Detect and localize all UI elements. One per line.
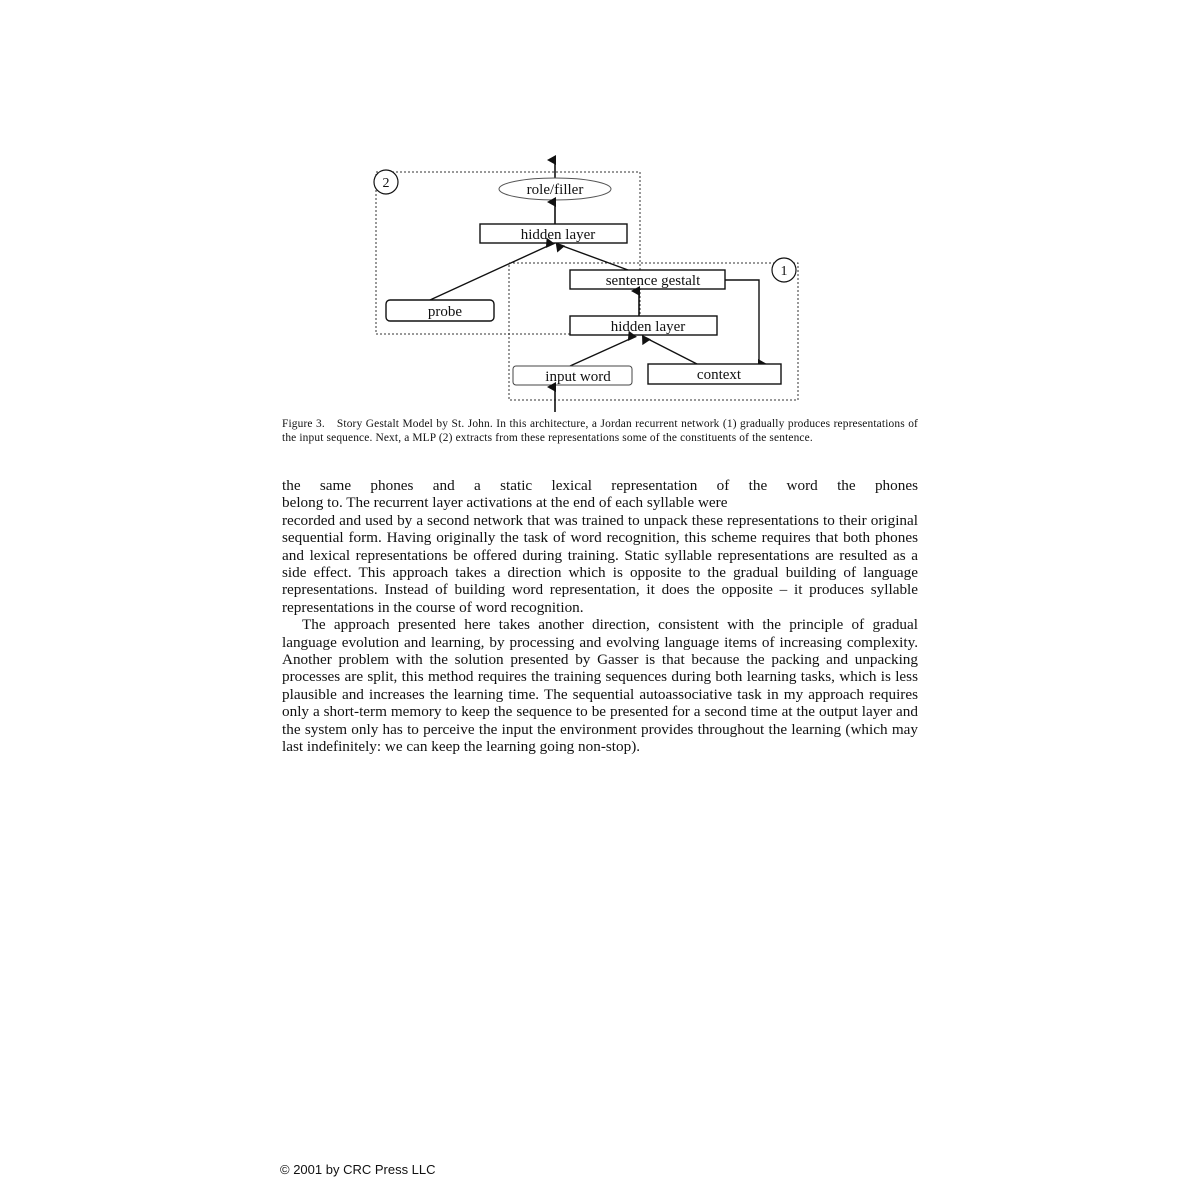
feedback-line [725,280,759,364]
figure-diagram [360,150,820,415]
caption-label: Figure 3. [282,418,325,430]
arrow-input-to-hidden [570,338,632,366]
probe-label: probe [427,304,463,320]
paragraph-1 [282,477,918,616]
arrow-probe-to-hidden [430,245,550,300]
paragraph-1-rest: recorded and used by a second network that was trained to unpack these representations to their original sequential form. Having originally the task of word recognition, this scheme requires that both phones and lexical representations be offered during training. Static syllable representations are resulted as a side effect. This approach takes a direction which is opposite to the gradual building of language representations. Instead of building word representation, it does the opposite – it produces syllable representations in the course of word recognition. [282,511,918,616]
input-word-label: input word [545,369,611,385]
paragraph-1-line-2: belong to. The recurrent layer activations at the end of each syllable were [282,494,728,512]
hidden-layer-bottom-label: hidden layer [610,319,686,335]
figure-caption [282,417,918,445]
region-2-number: 2 [382,176,390,191]
arrow-gestalt-to-hidden [560,245,628,270]
region-1-number: 1 [780,264,788,279]
body-text [282,477,918,756]
copyright-footer: © 2001 by CRC Press LLC [280,1162,436,1177]
context-label: context [696,367,742,383]
role-filler-label: role/filler [526,182,584,198]
paragraph-1-line-1: the same phones and a static lexical representation of the word the phones [282,477,918,494]
paragraph-2: The approach presented here takes another direction, consistent with the principle of gradual language evolution and learning, by processing and evolving language items of increasing complexity. Another problem with the solution presented by Gasser is that because the packing and unpacking processes are split, this method requires the training sequences during both learning tasks, which is less plausible and increases the learning time. The sequential autoassociative task in my approach requires only a short-term memory to keep the sequence to be presented for a second time at the output layer and the system only has to perceive the input the environment provides throughout the learning (which may last indefinitely: we can keep the learning going non-stop). [282,616,918,756]
story-gestalt-figure [360,150,820,415]
caption-text: Story Gestalt Model by St. John. In this architecture, a Jordan recurrent network (1) gradually produces representations of the input sequence. Next, a MLP (2) extracts from these representations some of the constituents of the sentence. [282,418,918,444]
sentence-gestalt-label: sentence gestalt [605,273,701,289]
hidden-layer-top-label: hidden layer [520,227,596,243]
arrow-context-to-hidden [646,338,697,364]
